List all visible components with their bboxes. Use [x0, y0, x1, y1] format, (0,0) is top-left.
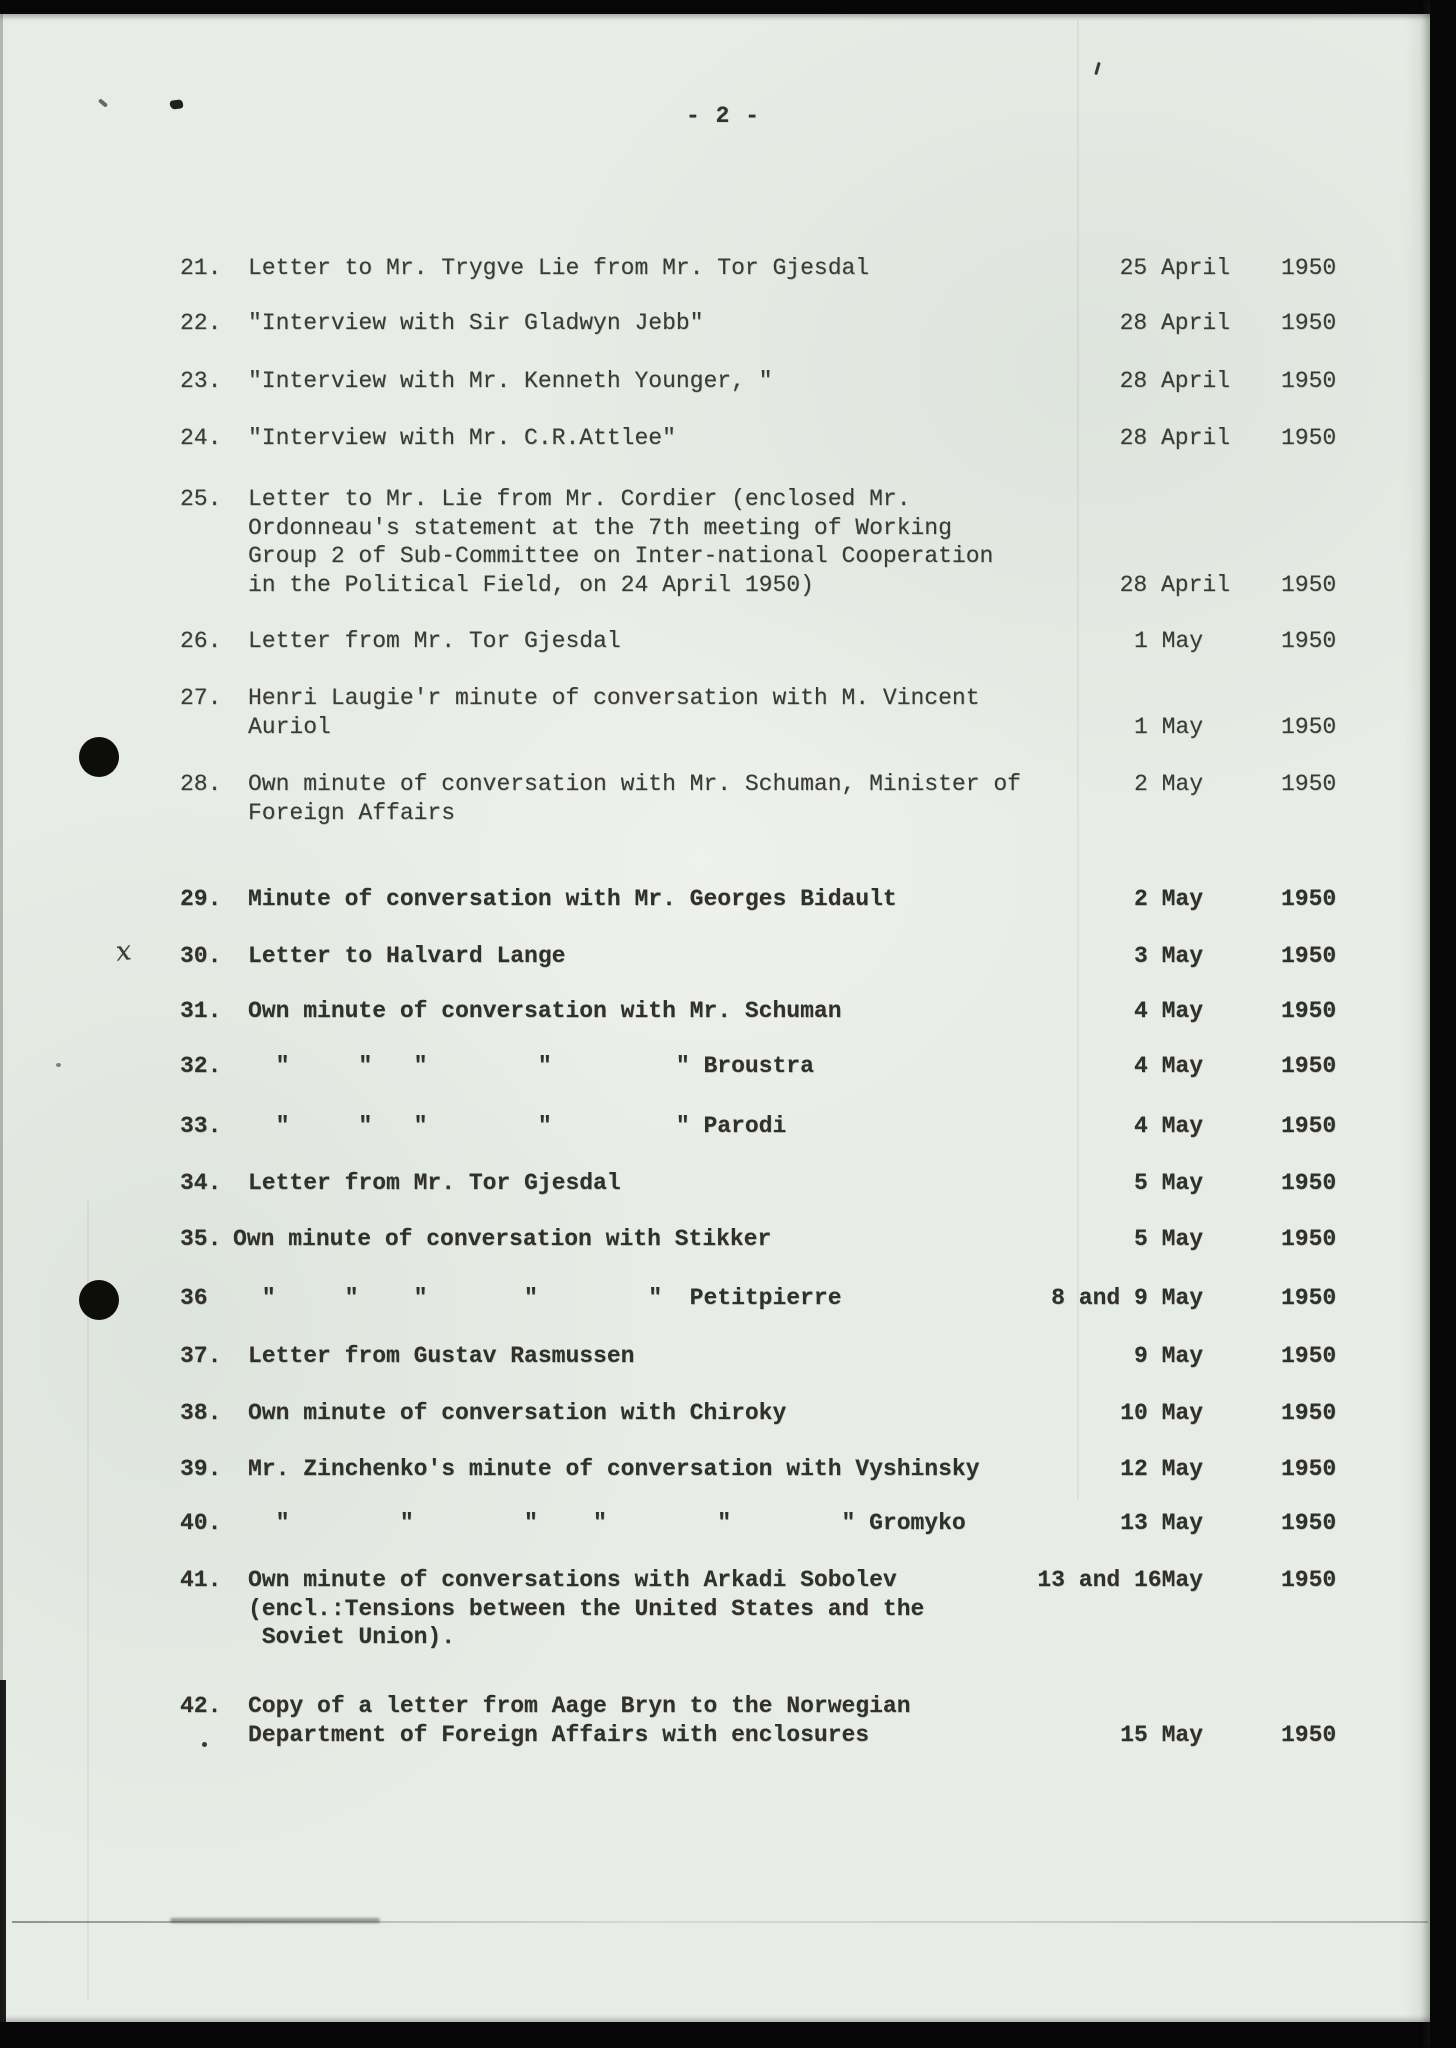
entry-year: 1950: [1281, 943, 1337, 969]
entry-date: 10 May: [1120, 1400, 1203, 1426]
paper-crease-vertical-1: [1077, 20, 1079, 1500]
entry-year: 1950: [1281, 368, 1337, 394]
entry-number: 39.: [180, 1456, 222, 1482]
entry-number: 38.: [180, 1400, 222, 1426]
entry-year: 1950: [1281, 310, 1337, 336]
entry-date: 4 May: [1133, 1053, 1203, 1079]
entry-date: 4 May: [1133, 998, 1203, 1024]
stray-apostrophe-mark: [1094, 62, 1100, 75]
entry-date: 1 May: [1133, 713, 1203, 740]
entry-date: 3 May: [1133, 943, 1203, 969]
entry-date: 13 May: [1120, 1510, 1203, 1536]
entry-text-line: Letter to Mr. Trygve Lie from Mr. Tor Gjesdal: [248, 255, 870, 281]
entry-text-line: (encl.:Tensions between the United States and the: [248, 1595, 925, 1622]
hole-punch-bottom: [79, 1280, 119, 1320]
entry-date: 15 May: [1120, 1721, 1203, 1748]
entry-year: 1950: [1281, 1721, 1337, 1748]
entry-date: 28 April: [1119, 310, 1230, 336]
entry-number: 28.: [180, 771, 222, 797]
entry-text-line: " " " " " Petitpierre: [248, 1285, 842, 1311]
entry-text-line: in the Political Field, on 24 April 1950): [248, 571, 814, 598]
entry-number: 27.: [180, 685, 222, 711]
entry-number: 21.: [180, 255, 222, 281]
stray-dot-under-42: [202, 1742, 207, 1747]
entry-number: 30.: [180, 943, 222, 969]
entry-text-line: "Interview with Mr. Kenneth Younger, ": [248, 368, 773, 394]
entry-year: 1950: [1281, 1510, 1337, 1536]
entry-number: 35.: [180, 1226, 222, 1252]
entry-year: 1950: [1281, 1285, 1337, 1311]
entry-year: 1950: [1281, 571, 1337, 598]
entry-date: 2 May: [1133, 886, 1203, 912]
entry-text-line: " " " " " Parodi: [248, 1113, 787, 1139]
scan-edge-right: [1430, 0, 1456, 2048]
entry-text-line: Mr. Zinchenko's minute of conversation with Vyshinsky: [248, 1456, 980, 1482]
entry-text-line: Letter to Halvard Lange: [248, 943, 566, 969]
entry-date: 8 and 9 May: [1051, 1285, 1203, 1311]
stray-dot-left-margin: [56, 1063, 61, 1067]
entry-year: 1950: [1281, 998, 1337, 1024]
scan-edge-left: [0, 1680, 6, 2048]
entry-text-line: Auriol: [248, 713, 331, 740]
entry-date: 9 May: [1133, 1343, 1203, 1369]
entry-text-line: Own minute of conversation with Mr. Schuman: [248, 998, 842, 1024]
entry-date: 13 and 16May: [1037, 1567, 1203, 1593]
entry-date: 28 April: [1119, 425, 1230, 451]
entry-number: 36: [180, 1285, 208, 1311]
entry-text-line: Department of Foreign Affairs with enclosures: [248, 1721, 870, 1748]
ink-blob-mark-top-left: [169, 99, 183, 110]
entry-text-line: Henri Laugie'r minute of conversation with M. Vincent: [248, 685, 980, 711]
entry-year: 1950: [1281, 771, 1337, 797]
entry-text-line: "Interview with Mr. C.R.Attlee": [248, 425, 676, 451]
entry-number: 40.: [180, 1510, 222, 1536]
entry-text-line: Ordonneau's statement at the 7th meeting of Working: [248, 514, 952, 541]
entry-year: 1950: [1281, 1170, 1337, 1196]
entry-date: 5 May: [1133, 1170, 1203, 1196]
fold-crease-smudge: [170, 1918, 380, 1923]
entry-text-line: Letter from Mr. Tor Gjesdal: [248, 1170, 621, 1196]
entry-year: 1950: [1281, 1343, 1337, 1369]
entry-text-line: Minute of conversation with Mr. Georges Bidault: [248, 886, 897, 912]
entry-text-line: "Interview with Sir Gladwyn Jebb": [248, 310, 704, 336]
entry-date: 1 May: [1133, 628, 1203, 654]
hole-punch-top: [79, 737, 119, 777]
entry-text-line: Letter from Gustav Rasmussen: [248, 1343, 635, 1369]
entry-date: 2 May: [1133, 771, 1203, 797]
entry-date: 25 April: [1119, 255, 1230, 281]
entry-text-line: Foreign Affairs: [248, 799, 456, 826]
entry-number: 32.: [180, 1053, 222, 1079]
entry-year: 1950: [1281, 1400, 1337, 1426]
entry-text-line: Letter from Mr. Tor Gjesdal: [248, 628, 621, 654]
entry-number: 34.: [180, 1170, 222, 1196]
entry-number: 29.: [180, 886, 222, 912]
entry-number: 25.: [180, 486, 222, 512]
entry-year: 1950: [1281, 1053, 1337, 1079]
page-number: - 2 -: [685, 103, 760, 129]
entry-number: 22.: [180, 310, 222, 336]
entry-text-line: Copy of a letter from Aage Bryn to the Norwegian: [248, 1693, 911, 1719]
entry-text-line: Own minute of conversation with Chiroky: [248, 1400, 787, 1426]
entry-number: 42.: [180, 1693, 222, 1719]
entry-text-line: Own minute of conversations with Arkadi Sobolev: [248, 1567, 897, 1593]
entry-year: 1950: [1281, 628, 1337, 654]
entry-text-line: Own minute of conversation with Stikker: [233, 1226, 772, 1252]
entry-number: 26.: [180, 628, 222, 654]
entry-date: 12 May: [1120, 1456, 1203, 1482]
entry-year: 1950: [1281, 1113, 1337, 1139]
entry-date: 28 April: [1119, 571, 1230, 598]
scan-edge-top: [0, 0, 1456, 14]
entry-text-line: Group 2 of Sub-Committee on Inter-national Cooperation: [248, 543, 994, 569]
entry-date: 4 May: [1133, 1113, 1203, 1139]
entry-year: 1950: [1281, 1567, 1337, 1593]
entry-year: 1950: [1281, 255, 1337, 281]
entry-text-line: Own minute of conversation with Mr. Schuman, Minister of: [248, 771, 1021, 797]
entry-text-line: " " " " " Broustra: [248, 1053, 814, 1079]
entry-date: 5 May: [1133, 1226, 1203, 1252]
entry-date: 28 April: [1119, 368, 1230, 394]
entry-number: 31.: [180, 998, 222, 1024]
entry-text-line: Letter to Mr. Lie from Mr. Cordier (enclosed Mr.: [248, 486, 911, 512]
entry-year: 1950: [1281, 1226, 1337, 1252]
entry-number: 23.: [180, 368, 222, 394]
paper-crease-vertical-2: [87, 1200, 89, 2000]
entry-text-line: Soviet Union).: [248, 1624, 456, 1650]
entry-text-line: " " " " " " Gromyko: [248, 1510, 966, 1536]
entry-number: 37.: [180, 1343, 222, 1369]
entry-year: 1950: [1281, 886, 1337, 912]
entry-year: 1950: [1281, 713, 1337, 740]
entry-year: 1950: [1281, 425, 1337, 451]
scan-edge-bottom: [0, 2022, 1456, 2048]
pen-tick-mark-top-left: [98, 98, 108, 107]
entry-year: 1950: [1281, 1456, 1337, 1482]
handwritten-x-margin-mark: x: [114, 935, 133, 968]
entry-number: 24.: [180, 425, 222, 451]
entry-number: 41.: [180, 1567, 222, 1593]
entry-number: 33.: [180, 1113, 222, 1139]
